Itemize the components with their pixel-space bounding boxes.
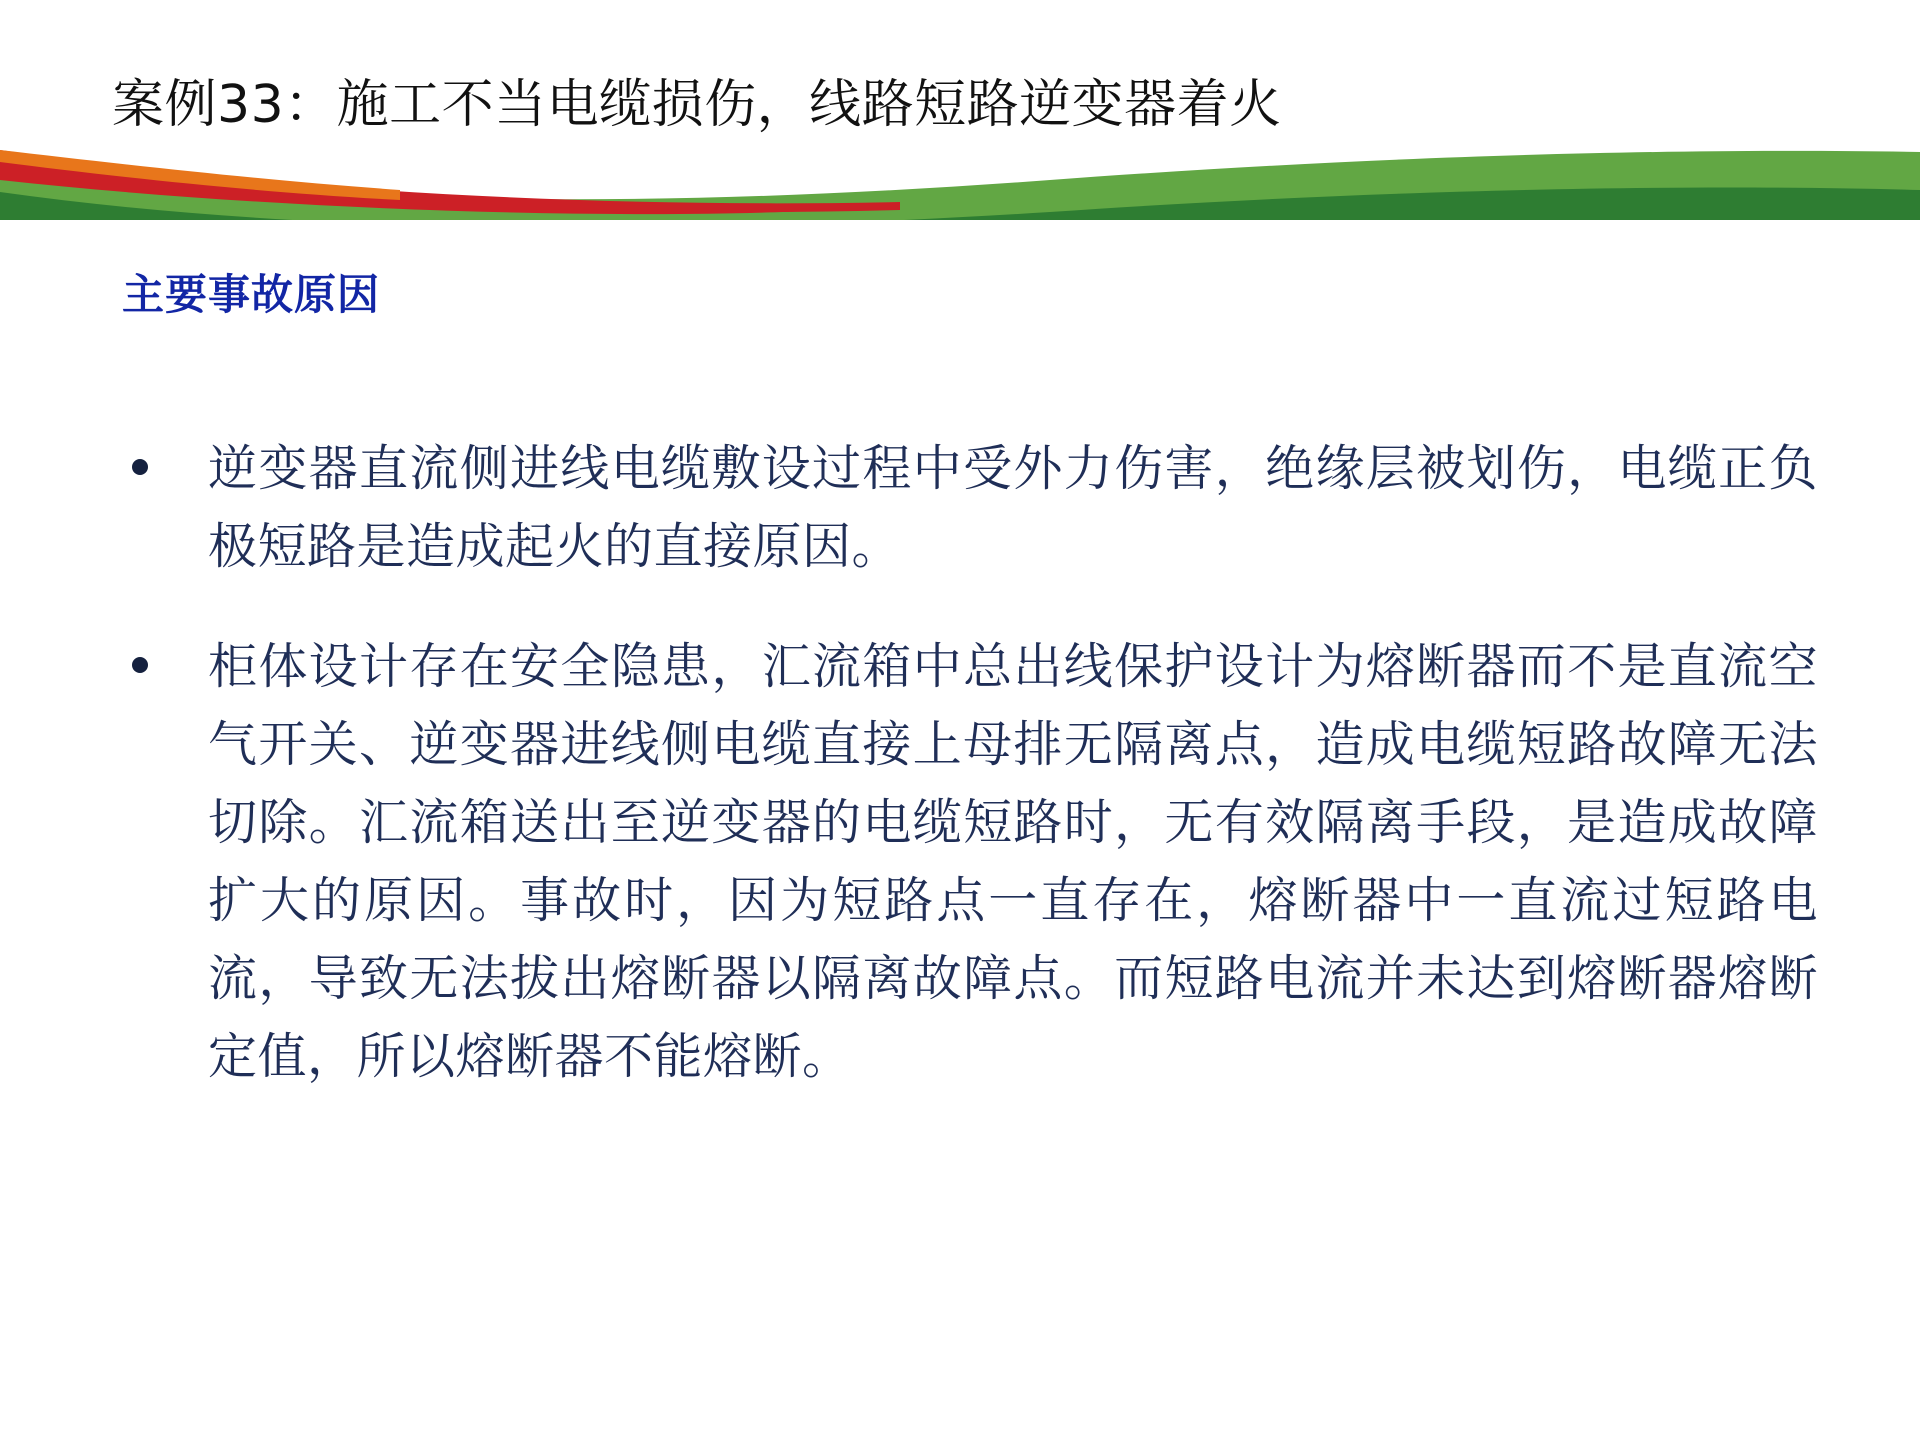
bullet-marker-icon [118, 430, 208, 506]
bullet-marker-icon [118, 628, 208, 704]
page-title: 案例33：施工不当电缆损伤，线路短路逆变器着火 [112, 75, 1282, 135]
bullet-list [118, 430, 1818, 1138]
list-item-text: 柜体设计存在安全隐患，汇流箱中总出线保护设计为熔断器而不是直流空气开关、逆变器进线侧电缆直接上母排无隔离点，造成电缆短路故障无法切除。汇流箱送出至逆变器的电缆短路时，无有效隔离手段，是造成故障扩大的原因。事故时，因为短路点一直存在，熔断器中一直流过短路电流，导致无法拔出熔断器以隔离故障点。而短路电流并未达到熔断器熔断定值，所以熔断器不能熔断。 [208, 638, 1818, 1085]
list-item [118, 628, 1818, 1096]
list-item [118, 430, 1818, 586]
section-heading: 主要事故原因 [122, 270, 381, 319]
title-area [0, 0, 1920, 175]
list-item-text: 逆变器直流侧进线电缆敷设过程中受外力伤害，绝缘层被划伤，电缆正负极短路是造成起火的直接原因。 [208, 440, 1818, 575]
